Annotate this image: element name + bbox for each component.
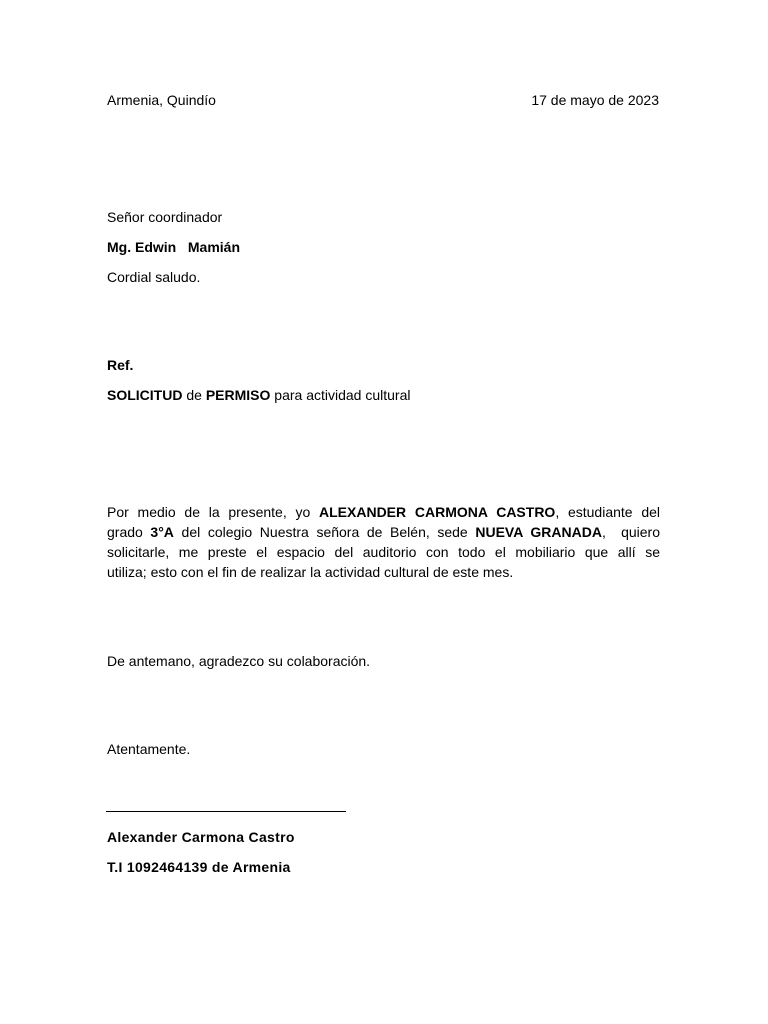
date-text: 17 de mayo de 2023 — [531, 92, 659, 108]
recipient-name: Mg. Edwin Mamián — [107, 239, 241, 255]
subject-solicitud: SOLICITUD — [107, 387, 183, 403]
reference-label: Ref. — [107, 357, 134, 373]
body-text: del colegio Nuestra señora de Belén, sede — [173, 524, 476, 540]
thanks-text: De antemano, agradezco su colaboración. — [107, 653, 371, 669]
subject-de: de — [182, 387, 206, 403]
place-text: Armenia, Quindío — [107, 92, 216, 108]
body-line-4: utiliza; esto con el fin de realizar la actividad cultural de este mes. — [107, 564, 514, 580]
subject-permiso: PERMISO — [205, 387, 271, 403]
subject-rest: para actividad cultural — [270, 387, 411, 403]
signature-id: T.I 1092464139 de Armenia — [107, 859, 291, 875]
body-line-1 — [107, 502, 660, 522]
body-text: grado — [107, 524, 151, 540]
body-paragraph — [107, 502, 660, 582]
farewell-text: Atentamente. — [107, 741, 191, 757]
grade-text: 3°A — [150, 524, 174, 540]
body-line-3: solicitarle, me preste el espacio del auditorio con todo el mobiliario que allí se — [107, 544, 660, 560]
recipient-title: Señor coordinador — [107, 209, 223, 225]
signature-name: Alexander Carmona Castro — [107, 829, 295, 845]
body-text: , quiero — [601, 524, 661, 540]
body-text: , estudiante del — [555, 504, 660, 520]
student-name: ALEXANDER CARMONA CASTRO — [319, 504, 556, 520]
reference-subject — [107, 386, 410, 404]
body-line-2 — [107, 522, 660, 542]
greeting-text: Cordial saludo. — [107, 269, 201, 285]
campus-text: NUEVA GRANADA — [475, 524, 602, 540]
body-text: Por medio de la presente, yo — [107, 504, 320, 520]
signature-line — [106, 811, 346, 812]
